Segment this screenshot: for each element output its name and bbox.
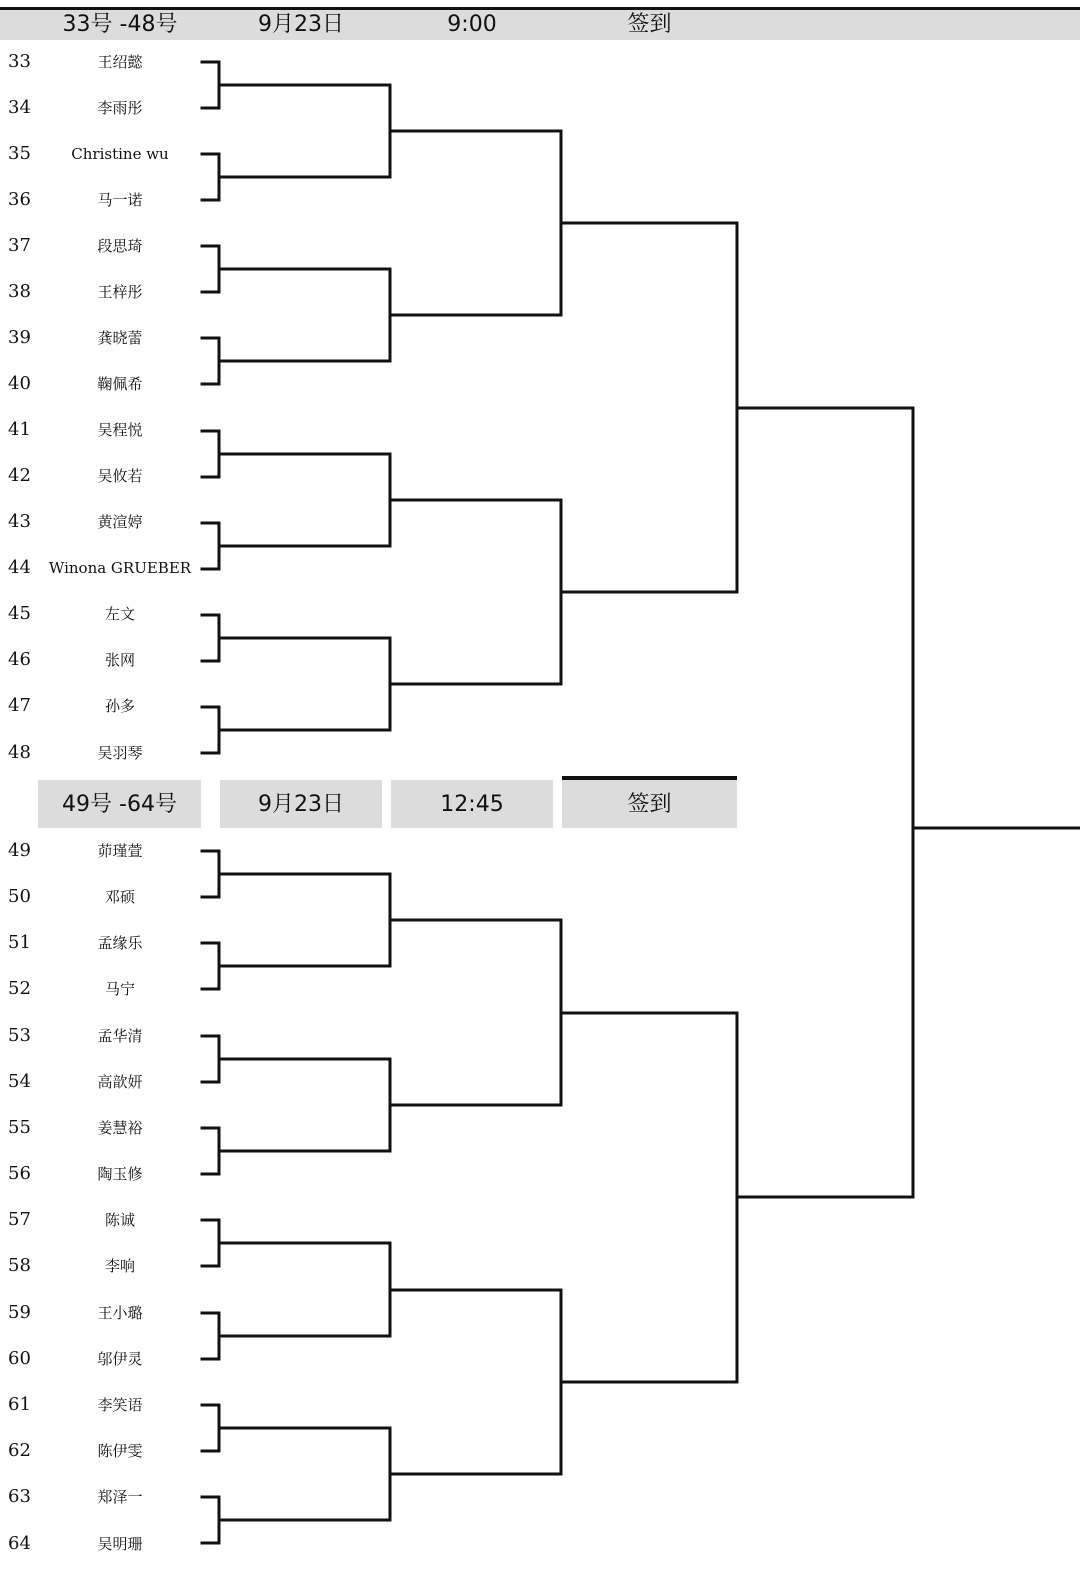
bracket-match — [390, 85, 561, 177]
player-name: 吴明珊 — [97, 1535, 143, 1553]
bracket-match — [390, 1243, 561, 1336]
player-name: 姜慧裕 — [97, 1119, 143, 1137]
player-name: 李笑语 — [97, 1396, 143, 1414]
seed-number: 48 — [8, 742, 31, 763]
player-name: 孙多 — [104, 697, 135, 715]
bracket-match — [737, 1013, 913, 1382]
seed-number: 40 — [8, 373, 31, 394]
bracket-match — [390, 874, 561, 966]
seed-number: 39 — [8, 327, 31, 348]
player-name: 龚晓蕾 — [97, 329, 143, 347]
seed-number: 54 — [8, 1071, 31, 1092]
section-a-time: 9:00 — [447, 12, 497, 37]
bracket-match — [202, 246, 390, 292]
bracket-match — [202, 851, 390, 897]
seed-number: 38 — [8, 281, 31, 302]
bracket-match — [390, 1059, 561, 1151]
player-name: 高歆妍 — [97, 1073, 143, 1091]
bracket-match — [202, 1313, 390, 1359]
bracket-match — [202, 431, 390, 477]
bracket-match — [202, 1220, 390, 1266]
player-name: 吴羽琴 — [97, 744, 143, 762]
player-name: 陈伊雯 — [97, 1442, 143, 1460]
player-name: Christine wu — [71, 145, 169, 163]
player-name: 马一诺 — [97, 191, 143, 209]
player-name: 张网 — [104, 651, 135, 669]
player-name: 吴攸若 — [97, 467, 143, 485]
player-name: 茆瑾萱 — [97, 842, 143, 860]
seed-number: 59 — [8, 1302, 31, 1323]
bracket-match — [390, 1428, 561, 1520]
bracket-match — [202, 707, 390, 753]
seed-number: 62 — [8, 1440, 31, 1461]
player-name: 马宁 — [104, 980, 135, 998]
seed-number: 36 — [8, 189, 31, 210]
player-name: 左文 — [104, 605, 135, 623]
section-a-range: 33号 -48号 — [62, 12, 178, 37]
player-name: 李响 — [104, 1257, 135, 1275]
section-a-date: 9月23日 — [258, 12, 344, 37]
seed-number: 50 — [8, 886, 31, 907]
bracket-match — [561, 920, 737, 1105]
seed-number: 60 — [8, 1348, 31, 1369]
player-name: 邓硕 — [104, 888, 135, 906]
bracket-match — [202, 615, 390, 661]
seed-number: 56 — [8, 1163, 31, 1184]
seed-number: 43 — [8, 511, 31, 532]
seed-number: 63 — [8, 1486, 31, 1507]
section-b-range: 49号 -64号 — [38, 780, 201, 828]
bracket-match — [202, 523, 390, 569]
seed-number: 51 — [8, 932, 31, 953]
bracket-match — [202, 1405, 390, 1451]
player-name: 黄渲婷 — [97, 513, 143, 531]
bracket-match — [561, 131, 737, 315]
section-b-time: 12:45 — [391, 780, 553, 828]
player-name: Winona GRUEBER — [48, 559, 192, 577]
seed-number: 33 — [8, 51, 31, 72]
seed-number: 64 — [8, 1533, 31, 1554]
bracket-match — [202, 154, 390, 200]
bracket-match — [561, 500, 737, 684]
player-name: 王梓彤 — [97, 283, 143, 301]
seed-number: 58 — [8, 1255, 31, 1276]
bracket-match — [202, 1497, 390, 1543]
player-name: 孟缘乐 — [97, 934, 143, 952]
bracket-match — [737, 223, 913, 592]
seed-number: 41 — [8, 419, 31, 440]
seed-number: 49 — [8, 840, 31, 861]
bracket-match — [202, 1128, 390, 1174]
player-name: 郑泽一 — [97, 1488, 143, 1506]
seed-number: 61 — [8, 1394, 31, 1415]
seed-number: 44 — [8, 557, 31, 578]
bracket-final — [913, 408, 1080, 1197]
section-b-signin: 签到 — [562, 780, 737, 828]
seed-number: 46 — [8, 649, 31, 670]
bracket-match — [390, 454, 561, 546]
player-name: 孟华清 — [97, 1027, 143, 1045]
seed-number: 37 — [8, 235, 31, 256]
player-name: 王绍懿 — [97, 53, 143, 71]
section-a-signin: 签到 — [627, 12, 672, 37]
seed-number: 53 — [8, 1025, 31, 1046]
bracket-match — [202, 62, 390, 108]
player-name: 王小璐 — [97, 1304, 143, 1322]
player-name: 段思琦 — [97, 237, 143, 255]
seed-number: 42 — [8, 465, 31, 486]
player-name: 鞠佩希 — [97, 375, 143, 393]
bracket-match — [202, 338, 390, 384]
player-name: 陶玉修 — [97, 1165, 143, 1183]
bracket-match — [202, 943, 390, 989]
player-name: 李雨彤 — [97, 99, 143, 117]
bracket-match — [202, 1036, 390, 1082]
section-b-date: 9月23日 — [220, 780, 382, 828]
seed-number: 57 — [8, 1209, 31, 1230]
bracket-match — [390, 269, 561, 361]
seed-number: 34 — [8, 97, 31, 118]
seed-number: 55 — [8, 1117, 31, 1138]
bracket-match — [390, 638, 561, 730]
player-name: 吴程悦 — [97, 421, 143, 439]
bracket-match — [561, 1290, 737, 1474]
player-name: 邬伊灵 — [97, 1350, 143, 1368]
seed-number: 45 — [8, 603, 31, 624]
seed-number: 35 — [8, 143, 31, 164]
seed-number: 47 — [8, 695, 31, 716]
player-name: 陈诚 — [104, 1211, 135, 1229]
seed-number: 52 — [8, 978, 31, 999]
